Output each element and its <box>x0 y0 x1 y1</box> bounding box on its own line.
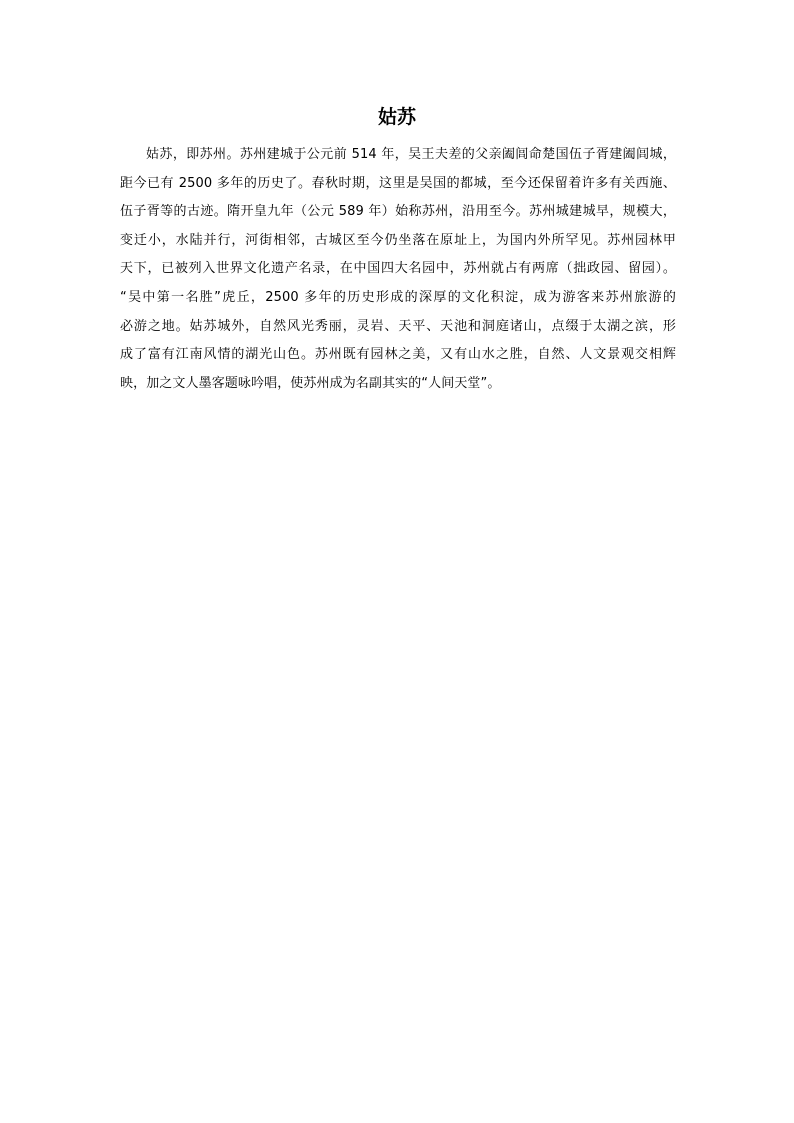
paragraph-line: 映，加之文人墨客题咏吟唱，使苏州成为名副其实的“人间天堂”。 <box>120 375 501 391</box>
paragraph-line: “吴中第一名胜”虎丘，2500 多年的历史形成的深厚的文化积淀，成为游客来苏州旅游的 <box>120 289 676 305</box>
paragraph-line: 成了富有江南风情的湖光山色。苏州既有园林之美，又有山水之胜，自然、人文景观交相辉 <box>120 347 676 363</box>
paragraph-line: 必游之地。姑苏城外，自然风光秀丽，灵岩、天平、天池和洞庭诸山，点缀于太湖之滨，形 <box>120 318 676 334</box>
paragraph-line: 距今已有 2500 多年的历史了。春秋时期，这里是吴国的都城，至今还保留着许多有关西施、 <box>120 175 676 191</box>
paragraph-line: 天下，已被列入世界文化遗产名录，在中国四大名园中，苏州就占有两席（拙政园、留园）。 <box>120 261 676 277</box>
body-paragraph <box>120 141 676 398</box>
document-title: 姑苏 <box>377 106 416 128</box>
paragraph-line: 伍子胥等的古迹。隋开皇九年（公元 589 年）始称苏州，沿用至今。苏州城建城早，规模大， <box>120 204 676 220</box>
paragraph-line: 变迁小，水陆并行，河街相邻，古城区至今仍坐落在原址上，为国内外所罕见。苏州园林甲 <box>120 232 676 248</box>
paragraph-line: 姑苏，即苏州。苏州建城于公元前 514 年，吴王夫差的父亲阖闾命楚国伍子胥建阖闾城， <box>146 147 676 162</box>
